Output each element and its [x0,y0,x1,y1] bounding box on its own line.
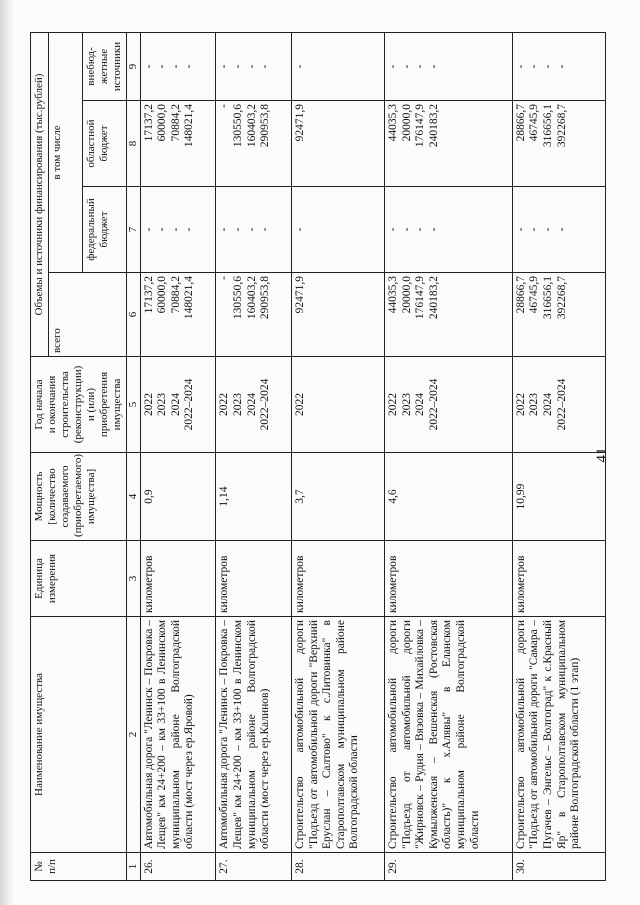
header-row-1 [31,32,49,880]
total-amount: 130550,6 [232,276,245,320]
total-amount: 17137,2 [142,276,155,314]
federal-amount: - [183,227,196,232]
header-capacity: Мощность [количество создаваемого (приобретаемого) имущества] [31,453,127,541]
capacity-value: 1,14 [216,453,292,541]
header-total: всего [48,273,126,357]
regional-amount: 392268,7 [555,104,568,148]
federal-cell [216,187,292,273]
regional-amount: 240183,2 [427,104,440,148]
table-row [216,32,292,880]
offbudget-cell [216,32,292,100]
year-value: 2022 [294,393,307,416]
offbudget-amount: - [387,64,400,69]
year-value: 2022–2024 [183,378,196,431]
table-row [385,32,513,880]
measure-unit: километров [216,541,292,617]
regional-amount: 46745,9 [528,104,541,142]
year-value: 2024 [414,393,427,416]
total-amount: 148021,4 [183,276,196,320]
year-value: 2024 [245,393,258,416]
regional-amount: 316656,1 [542,104,554,148]
federal-amount: - [542,227,554,232]
federal-amount: - [427,227,440,232]
header-years: Год начала и окончания строительства (реконструкции) и (или) приобретения имущества [31,357,127,453]
federal-cell [140,187,216,273]
col-number: 7 [126,187,140,273]
years-cell [140,357,216,453]
offbudget-amount: - [294,64,307,69]
col-number: 8 [126,101,140,187]
offbudget-amount: - [232,64,245,69]
year-value: 2022–2024 [555,378,568,431]
property-name: Строительство автомобильной дороги "Подъезд от автомобильной дороги "Самара – Пугачев – Энгельс – Волгоград" к с.Красный Яр" в Старополтавском муниципальном районе Волгоградской области (1 этап) [512,617,605,853]
total-amount: 160403,2 [245,276,258,320]
federal-amount: - [245,227,258,232]
federal-amount: - [142,227,155,232]
year-value: 2022–2024 [427,378,440,431]
capacity-value: 3,7 [292,453,385,541]
regional-amount: 130550,6 [232,104,245,148]
federal-cell [292,187,385,273]
total-amount: 392268,7 [555,276,568,320]
offbudget-cell [512,32,605,100]
total-cell [140,273,216,357]
offbudget-amount: - [400,64,413,69]
federal-amount: - [169,227,182,232]
measure-unit: километров [140,541,216,617]
year-value: 2024 [169,393,182,416]
row-number: 30. [512,853,605,881]
year-value: 2024 [542,393,554,416]
offbudget-amount: - [245,64,258,69]
total-cell [512,273,605,357]
regional-amount: 290953,8 [259,104,272,148]
col-number: 4 [126,453,140,541]
capacity-value: 4,6 [385,453,513,541]
regional-amount: 60000,0 [156,104,169,142]
page-number: 41 [594,447,610,463]
row-number: 29. [385,853,513,881]
years-cell [216,357,292,453]
table-row [512,32,605,880]
year-value: 2023 [232,393,245,416]
offbudget-cell [385,32,513,100]
offbudget-amount: - [142,64,155,69]
years-cell [292,357,385,453]
federal-amount: - [514,227,527,232]
col-number: 6 [126,273,140,357]
offbudget-amount: - [259,64,272,69]
regional-cell [216,101,292,187]
total-cell [292,273,385,357]
regional-amount: 17137,2 [142,104,155,142]
year-value: 2022 [387,393,400,416]
federal-amount: - [528,227,541,232]
regional-cell [512,101,605,187]
table-row [140,32,216,880]
federal-amount: - [400,227,413,232]
header-regional: областной бюджет [82,101,126,187]
offbudget-amount: - [427,64,440,69]
regional-amount: 70884,2 [169,104,182,142]
table-body [140,32,605,880]
investment-table [30,32,606,881]
regional-amount: - [218,104,231,108]
offbudget-amount: - [183,64,196,69]
property-name: Строительство автомобильной дороги "Подъезд от автомобильной дороги "Верхний Еруслан – Салтово" к с.Литовинка" в Старополтавском муниципальном районе Волгоградской области [292,617,385,853]
offbudget-amount: - [218,64,231,69]
col-number: 9 [126,32,140,100]
header-unit: Единица измерения [31,541,127,617]
row-number: 27. [216,853,292,881]
total-amount: 316656,1 [542,276,554,320]
offbudget-amount: - [542,64,554,69]
regional-amount: 28866,7 [514,104,527,142]
header-num: № п/п [31,853,127,881]
years-cell [512,357,605,453]
total-amount: 60000,0 [156,276,169,314]
offbudget-amount: - [555,64,568,69]
year-value: 2022–2024 [259,378,272,431]
federal-amount: - [259,227,272,232]
col-number: 5 [126,357,140,453]
col-number: 1 [126,853,140,881]
row-number: 28. [292,853,385,881]
regional-cell [140,101,216,187]
header-funding: Объемы и источники финансирования (тыс.рублей) [31,32,49,356]
total-amount: 70884,2 [169,276,182,314]
year-value: 2022 [218,393,231,416]
offbudget-amount: - [414,64,427,69]
federal-amount: - [218,227,231,232]
offbudget-amount: - [169,64,182,69]
regional-amount: 160403,2 [245,104,258,148]
rotated-sheet [0,25,640,905]
year-value: 2022 [142,393,155,416]
regional-cell [292,101,385,187]
year-value: 2023 [400,393,413,416]
property-name: Автомобильная дорога "Ленинск – Покровка – Лещев" км 24+200 – км 33+100 в Ленинском муниципальном районе Волгоградской области (мост через ер.Калинов) [216,617,292,853]
offbudget-cell [140,32,216,100]
total-amount: 44035,3 [387,276,400,314]
header-federal: федеральный бюджет [82,187,126,273]
row-number: 26. [140,853,216,881]
measure-unit: километров [292,541,385,617]
federal-amount: - [414,227,427,232]
col-number: 2 [126,617,140,853]
year-value: 2022 [514,393,527,416]
total-amount: 92471,9 [294,276,307,314]
property-name: Автомобильная дорога "Ленинск – Покровка – Лещев" км 24+200 – км 33+100 в Ленинском муниципальном районе Волгоградской области (мост через ер.Яровой) [140,617,216,853]
total-amount: 176147,9 [414,276,427,320]
regional-cell [385,101,513,187]
regional-amount: 148021,4 [183,104,196,148]
capacity-value: 10,99 [512,453,605,541]
offbudget-cell [292,32,385,100]
federal-amount: - [156,227,169,232]
federal-amount: - [387,227,400,232]
measure-unit: километров [512,541,605,617]
federal-amount: - [294,227,307,232]
regional-amount: 44035,3 [387,104,400,142]
table-row [292,32,385,880]
total-amount: 46745,9 [528,276,541,314]
total-cell [385,273,513,357]
total-amount: 240183,2 [427,276,440,320]
year-value: 2023 [156,393,169,416]
col-number: 3 [126,541,140,617]
property-name: Строительство автомобильной дороги "Подъезд от автомобильной дороги "Жирновск – Рудня – Вязовка – Михайловка – Кумылженская – Вешенская (Ростовская область)" к х.Алявы" в Еланском муниципальном районе Волгоградской области [385,617,513,853]
header-offbudget: внебюд- жетные источники [82,32,126,100]
offbudget-amount: - [528,64,541,69]
total-amount: - [218,276,231,280]
column-number-row [126,32,140,880]
total-cell [216,273,292,357]
years-cell [385,357,513,453]
measure-unit: километров [385,541,513,617]
capacity-value: 0,9 [140,453,216,541]
header-incl: в том числе [48,32,82,272]
total-amount: 290953,8 [259,276,272,320]
regional-amount: 176147,9 [414,104,427,148]
regional-amount: 92471,9 [294,104,307,142]
total-amount: 28866,7 [514,276,527,314]
federal-cell [385,187,513,273]
offbudget-amount: - [156,64,169,69]
header-name: Наименование имущества [31,617,127,853]
regional-amount: 20000,0 [400,104,413,142]
year-value: 2023 [528,393,541,416]
federal-cell [512,187,605,273]
offbudget-amount: - [514,64,527,69]
federal-amount: - [232,227,245,232]
federal-amount: - [555,227,568,232]
total-amount: 20000,0 [400,276,413,314]
